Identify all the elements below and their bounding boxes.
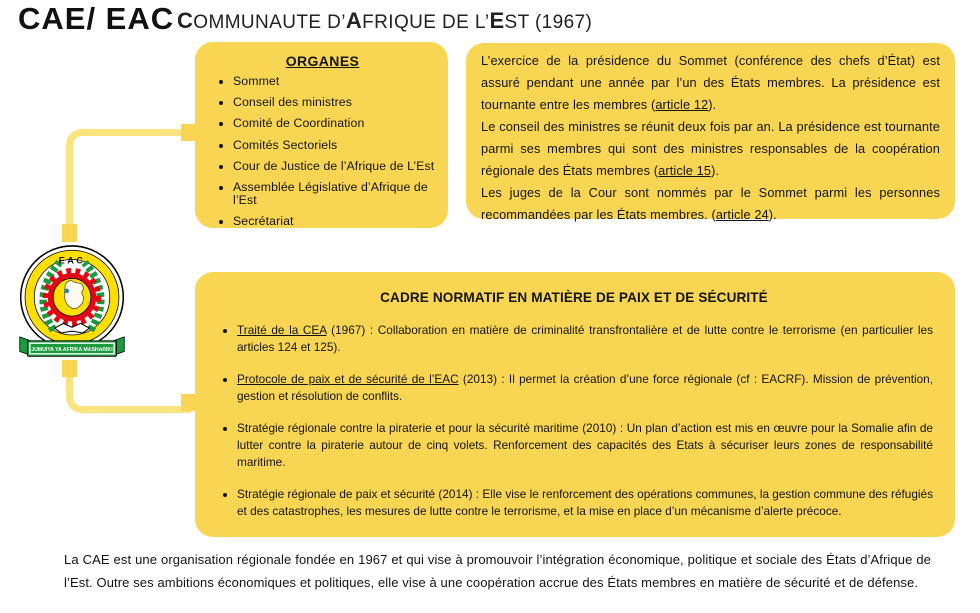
footer-description: La CAE est une organisation régionale fondée en 1967 et qui vise à promouvoir l’intégration économique, politique et sociale des États d’Afrique de l’Est. Outre ses ambitions économiques et politiques, elle vise à une coopération accrue des États membres en matière de sécurité et de défense. — [64, 552, 931, 590]
subtitle-text: ST (1967) — [504, 12, 593, 33]
article-12-link[interactable]: article 12 — [655, 97, 709, 112]
subtitle-text: OMMUNAUTE D’ — [193, 12, 346, 33]
eac-logo-acronym: EAC — [58, 255, 86, 266]
map-east-africa — [64, 281, 83, 309]
connector-logo-to-cadre — [66, 372, 191, 413]
paragraph-text: L’exercice de la présidence du Sommet (conférence des chefs d’État) est assuré pendant une année par l’un des États membres. La présidence est tournante entre les membres ( — [481, 53, 940, 112]
page-title-acronym: CAE/ EAC — [18, 1, 175, 36]
traite-cea-link[interactable]: Traité de la CEA — [237, 323, 327, 337]
governance-box — [466, 43, 955, 222]
eac-logo-motto: JUMUIYA YA AFRIKA MASHARIKI — [31, 346, 113, 353]
cadre-title: CADRE NORMATIF EN MATIÈRE DE PAIX ET DE SÉCURITÉ — [380, 290, 768, 305]
list-item: • Comités Sectoriels — [233, 139, 436, 152]
paragraph-text: ). — [768, 207, 777, 222]
bullet-text: Stratégie régionale contre la piraterie et pour la sécurité maritime (2010) : Un plan d’action est mis en œuvre pour la Somalie afin de lutter contre la piraterie autour de cinq volets. Renforcement des capacités des Etats à sécuriser leurs zones de responsabilité maritime. — [237, 421, 933, 469]
subtitle-initial: A — [345, 8, 363, 33]
paragraph-text: ). — [708, 97, 717, 112]
list-item — [237, 486, 933, 520]
connector-nub-logo-top — [62, 224, 77, 242]
article-24-link[interactable]: article 24 — [715, 207, 769, 222]
list-item — [237, 371, 933, 405]
organes-box — [195, 42, 448, 228]
list-item: • Conseil des ministres — [233, 96, 436, 109]
cadre-normatif-box — [195, 272, 955, 537]
subtitle-text: FRIQUE DE L’ — [362, 12, 490, 33]
governance-paragraph — [481, 50, 940, 116]
list-item — [237, 322, 933, 356]
list-item: • Comité de Coordination — [233, 117, 436, 130]
list-item: • Sommet — [233, 75, 436, 88]
bullet-text: (1967) : Collaboration en matière de criminalité transfrontalière et de lutte contre le terrorisme (en particulier les articles 124 et 125). — [237, 323, 933, 354]
paragraph-text: ). — [711, 163, 720, 178]
cadre-list — [215, 322, 933, 520]
page-subtitle — [177, 8, 592, 34]
lake-victoria — [64, 289, 69, 294]
eac-emblem — [12, 244, 132, 364]
subtitle-initial: E — [489, 8, 505, 33]
connector-nub-organes — [181, 124, 195, 141]
list-item: • Cour de Justice de l’Afrique de L’Est — [233, 160, 436, 173]
protocole-paix-link[interactable]: Protocole de paix et de sécurité de l’EAC — [237, 372, 459, 386]
list-item: • Assemblée Législative d’Afrique de l’Est — [233, 181, 436, 207]
connector-logo-to-organes — [66, 129, 191, 232]
paragraph-text: Le conseil des ministres se réunit deux fois par an. La présidence est tournante parmi ses membres qui sont des ministres responsables de la coopération régionale des États membres ( — [481, 119, 940, 178]
organes-title: ORGANES — [285, 53, 360, 69]
organes-list — [209, 75, 436, 228]
subtitle-initial: C — [177, 8, 194, 33]
governance-paragraph — [481, 182, 940, 226]
eac-logo — [12, 244, 132, 364]
article-15-link[interactable]: article 15 — [658, 163, 712, 178]
connector-nub-cadre — [181, 394, 195, 411]
paragraph-text: Les juges de la Cour sont nommés par le Sommet parmi les personnes recommandées par les États membres. ( — [481, 185, 940, 222]
governance-paragraph — [481, 116, 940, 182]
list-item — [237, 420, 933, 471]
bullet-text: (2013) : Il permet la création d’une force régionale (cf : EACRF). Mission de prévention, gestion et résolution de conflits. — [237, 372, 933, 403]
bullet-text: Stratégie régionale de paix et sécurité (2014) : Elle vise le renforcement des opérations communes, la gestion commune des réfugiés et des catastrophes, les mesures de lutte contre le terrorisme, et la mise en place d’un mécanisme d’alerte précoce. — [237, 487, 933, 518]
list-item: • Secrétariat — [233, 215, 436, 228]
